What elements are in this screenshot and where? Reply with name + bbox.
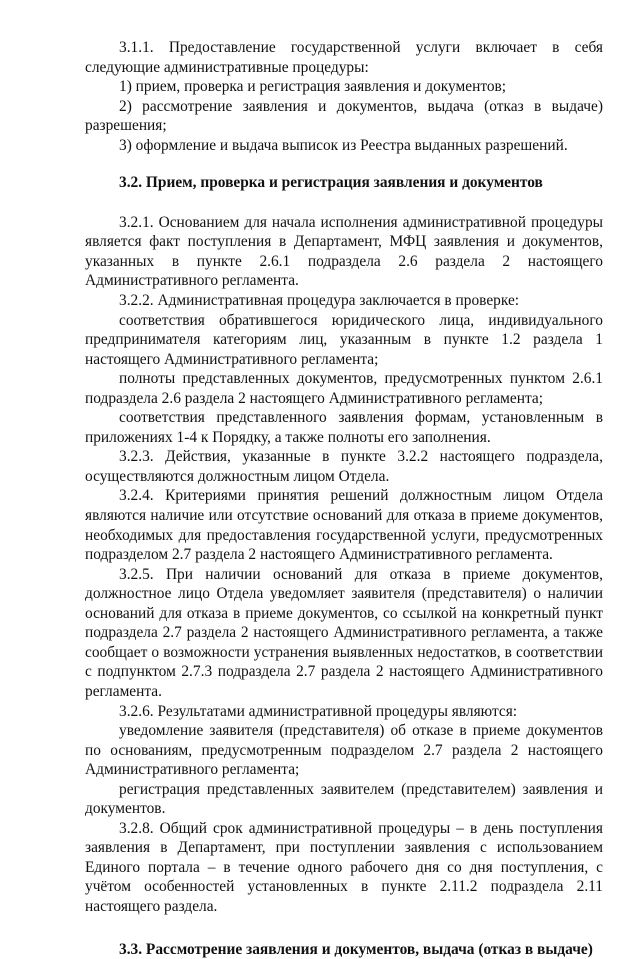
paragraph-3-2-3: 3.2.3. Действия, указанные в пункте 3.2.2 настоящего подраздела, осуществляются должностным лицом Отдела. bbox=[85, 448, 603, 485]
check-item-completeness: полноты представленных документов, предусмотренных пунктом 2.6.1 подраздела 2.6 раздела 2 настоящего Административного регламента; bbox=[85, 370, 603, 407]
paragraph-3-2-1: 3.2.1. Основанием для начала исполнения административной процедуры является факт поступления в Департамент, МФЦ заявления и документов, указанных в пункте 2.6.1 подраздела 2.6 раздела 2 настоящего Административного регламента. bbox=[85, 213, 603, 290]
paragraph-3-2-4: 3.2.4. Критериями принятия решений должностным лицом Отдела являются наличие или отсутствие оснований для отказа в приеме документов, необходимых для предоставления государственной услуги, предусмотренных подразделом 2.7 раздела 2 настоящего Административного регламента. bbox=[85, 487, 603, 564]
document-page bbox=[85, 38, 603, 959]
spacer bbox=[85, 917, 603, 940]
section-3-3-heading: 3.3. Рассмотрение заявления и документов, выдача (отказ в выдаче) bbox=[119, 940, 593, 958]
result-item-notice: уведомление заявителя (представителя) об отказе в приеме документов по основаниям, предусмотренным подразделом 2.7 раздела 2 настоящего Административного регламента; bbox=[85, 722, 603, 779]
paragraph-3-2-5: 3.2.5. При наличии оснований для отказа в приеме документов, должностное лицо Отдела уведомляет заявителя (представителя) о наличии оснований для отказа в приеме документов, со ссылкой на конкретный пункт подраздела 2.7 раздела 2 настоящего Административного регламента, а также сообщает о возможности устранения выявленных недостатков, в соответствии с подпунктом 2.7.3 подраздела 2.7 раздела 2 настоящего Административного регламента. bbox=[85, 565, 603, 700]
check-item-form: соответствия представленного заявления формам, установленным в приложениях 1-4 к Порядку, а также полноты его заполнения. bbox=[85, 409, 603, 446]
list-item-2: 2) рассмотрение заявления и документов, выдача (отказ в выдаче) разрешения; bbox=[85, 97, 603, 135]
paragraph-3-2-6: 3.2.6. Результатами административной процедуры являются: bbox=[119, 702, 518, 720]
paragraph-3-2-2: 3.2.2. Административная процедура заключается в проверке: bbox=[119, 292, 520, 310]
section-3-2-heading: 3.2. Прием, проверка и регистрация заявления и документов bbox=[119, 174, 543, 192]
check-item-applicant: соответствия обратившегося юридического лица, индивидуального предпринимателя категориям лиц, указанным в пункте 1.2 раздела 1 настоящего Административного регламента; bbox=[85, 311, 603, 368]
spacer bbox=[85, 193, 603, 213]
list-item-3: 3) оформление и выдача выписок из Реестра выданных разрешений. bbox=[119, 136, 568, 154]
spacer bbox=[85, 155, 603, 173]
paragraph-3-2-8: 3.2.8. Общий срок административной процедуры – в день поступления заявления в Департамент, при поступлении заявления с использованием Единого портала – в течение одного рабочего дня со дня поступления, с учётом особенностей установленных в пункте 2.11.2 подраздела 2.11 настоящего раздела. bbox=[85, 819, 603, 915]
paragraph-3-1-1: 3.1.1. Предоставление государственной услуги включает в себя следующие административные процедуры: bbox=[85, 39, 603, 76]
result-item-registration: регистрация представленных заявителем (представителем) заявления и документов. bbox=[85, 780, 603, 818]
list-item-1: 1) прием, проверка и регистрация заявления и документов; bbox=[119, 78, 507, 96]
